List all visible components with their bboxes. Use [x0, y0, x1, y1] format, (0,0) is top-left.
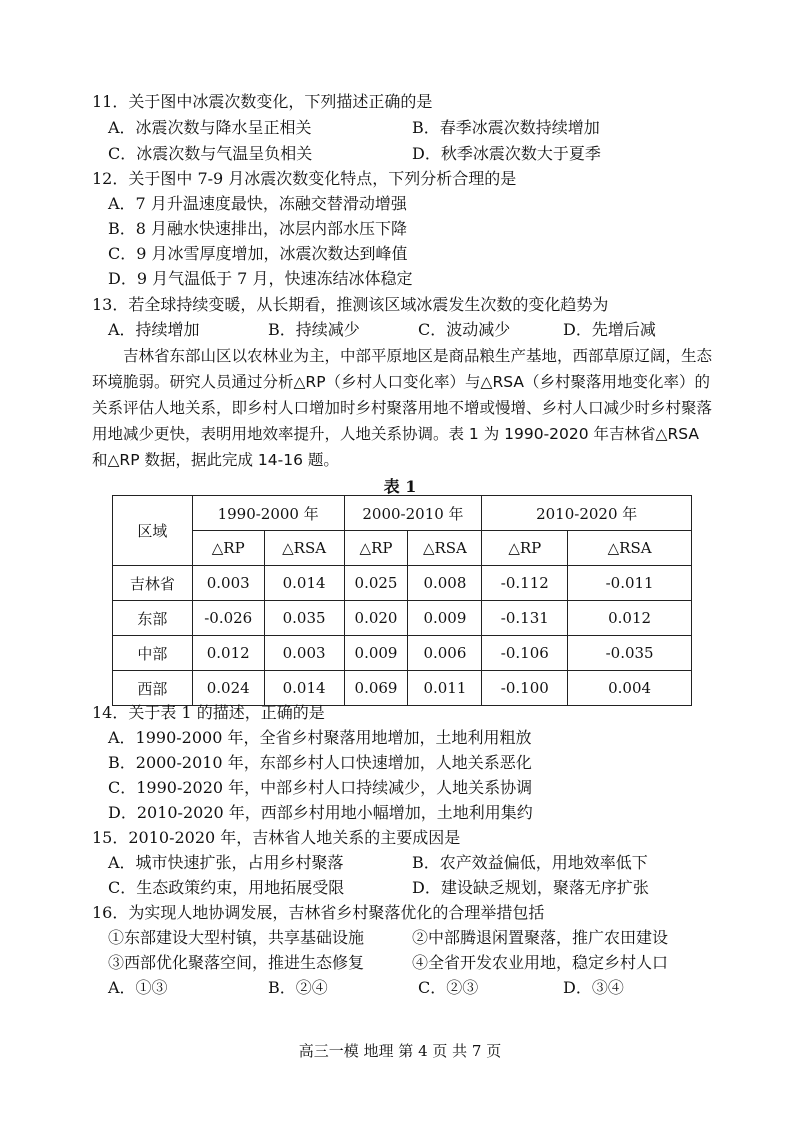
q11-option-b: B．春季冰震次数持续增加	[412, 118, 600, 137]
table-cell: 0.006	[408, 636, 482, 671]
q13-option-a: A．持续增加	[108, 320, 200, 339]
table-cell: 0.069	[344, 671, 408, 706]
q16-statement-1: ①东部建设大型村镇，共享基础设施	[108, 928, 365, 947]
region-header: 区域	[113, 496, 193, 566]
q13-stem: 13．若全球持续变暖，从长期看，推测该区域冰震发生次数的变化趋势为	[92, 295, 609, 314]
subheader-rsa: △RSA	[264, 531, 344, 566]
table-row	[113, 601, 692, 636]
table-row	[113, 636, 692, 671]
q14-option-b: B．2000-2010 年，东部乡村人口快速增加，人地关系恶化	[108, 753, 532, 772]
table-cell: 0.024	[192, 671, 264, 706]
q11-option-d: D．秋季冰震次数大于夏季	[412, 144, 601, 163]
period-header-3: 2010-2020 年	[482, 496, 692, 531]
row-region: 吉林省	[113, 566, 193, 601]
subheader-rsa: △RSA	[568, 531, 692, 566]
table-cell: 0.020	[344, 601, 408, 636]
subheader-rp: △RP	[482, 531, 568, 566]
q16-stem: 16．为实现人地协调发展，吉林省乡村聚落优化的合理举措包括	[92, 903, 545, 922]
table-cell: -0.011	[568, 566, 692, 601]
subheader-rsa: △RSA	[408, 531, 482, 566]
table-cell: -0.112	[482, 566, 568, 601]
q16-option-d: D．③④	[563, 978, 624, 997]
data-table	[112, 495, 692, 706]
table-cell: 0.003	[264, 636, 344, 671]
table-caption: 表 1	[383, 477, 417, 496]
row-region: 东部	[113, 601, 193, 636]
table-cell: 0.025	[344, 566, 408, 601]
q11-stem: 11．关于图中冰震次数变化，下列描述正确的是	[92, 92, 433, 111]
period-header-2: 2000-2010 年	[344, 496, 482, 531]
q15-option-c: C．生态政策约束，用地拓展受限	[108, 878, 345, 897]
table-cell: 0.004	[568, 671, 692, 706]
table-cell: 0.008	[408, 566, 482, 601]
q13-option-c: C．波动减少	[418, 320, 511, 339]
q12-option-d: D．9 月气温低于 7 月，快速冻结冰体稳定	[108, 269, 413, 288]
q14-option-c: C．1990-2020 年，中部乡村人口持续减少，人地关系协调	[108, 778, 533, 797]
table-cell: 0.011	[408, 671, 482, 706]
q13-option-d: D．先增后减	[563, 320, 656, 339]
q11-option-c: C．冰震次数与气温呈负相关	[108, 144, 313, 163]
q16-statement-3: ③西部优化聚落空间，推进生态修复	[108, 953, 365, 972]
table-header-row	[113, 496, 692, 531]
q13-option-b: B．持续减少	[268, 320, 360, 339]
passage-text: 吉林省东部山区以农林业为主，中部平原地区是商品粮生产基地，西部草原辽阔，生态环境脆弱。研究人员通过分析△RP（乡村人口变化率）与△RSA（乡村聚落用地变化率）的关系评估人地关系，即乡村人口增加时乡村聚落用地不增或慢增、乡村人口减少时乡村聚落用地减少更快，表明用地效率提升，人地关系协调。表 1 为 1990-2020 年吉林省△RSA 和△RP 数据，据此完成 14-16 题。	[92, 347, 713, 469]
table-cell: 0.012	[568, 601, 692, 636]
q15-stem: 15．2010-2020 年，吉林省人地关系的主要成因是	[92, 828, 461, 847]
q11-option-a: A．冰震次数与降水呈正相关	[108, 118, 312, 137]
q12-option-a: A．7 月升温速度最快，冻融交替滑动增强	[108, 194, 407, 213]
table-cell: 0.009	[408, 601, 482, 636]
q16-option-a: A．①③	[108, 978, 168, 997]
q15-option-d: D．建设缺乏规划，聚落无序扩张	[412, 878, 649, 897]
table-cell: 0.014	[264, 671, 344, 706]
page-footer: 高三一模 地理 第 4 页 共 7 页	[298, 1042, 502, 1060]
q12-stem: 12．关于图中 7-9 月冰震次数变化特点，下列分析合理的是	[92, 169, 517, 188]
q14-option-a: A．1990-2000 年，全省乡村聚落用地增加，土地利用粗放	[108, 728, 532, 747]
table-cell: 0.035	[264, 601, 344, 636]
subheader-rp: △RP	[344, 531, 408, 566]
table-row	[113, 671, 692, 706]
row-region: 中部	[113, 636, 193, 671]
table-row	[113, 566, 692, 601]
table-subheader-row	[113, 531, 692, 566]
table-cell: 0.009	[344, 636, 408, 671]
q14-stem: 14．关于表 1 的描述，正确的是	[92, 703, 325, 722]
q16-option-c: C．②③	[418, 978, 479, 997]
table-cell: -0.026	[192, 601, 264, 636]
q15-option-b: B．农产效益偏低，用地效率低下	[412, 853, 648, 872]
table-cell: 0.012	[192, 636, 264, 671]
table-cell: 0.003	[192, 566, 264, 601]
period-header-1: 1990-2000 年	[192, 496, 344, 531]
q16-option-b: B．②④	[268, 978, 328, 997]
table-cell: -0.106	[482, 636, 568, 671]
q12-option-b: B．8 月融水快速排出，冰层内部水压下降	[108, 219, 408, 238]
table-cell: -0.035	[568, 636, 692, 671]
q14-option-d: D．2010-2020 年，西部乡村用地小幅增加，土地利用集约	[108, 803, 533, 822]
row-region: 西部	[113, 671, 193, 706]
q16-statement-2: ②中部腾退闲置聚落，推广农田建设	[412, 928, 669, 947]
q12-option-c: C．9 月冰雪厚度增加，冰震次数达到峰值	[108, 244, 408, 263]
table-cell: -0.100	[482, 671, 568, 706]
q16-statement-4: ④全省开发农业用地，稳定乡村人口	[412, 953, 669, 972]
q15-option-a: A．城市快速扩张，占用乡村聚落	[108, 853, 344, 872]
table-cell: 0.014	[264, 566, 344, 601]
subheader-rp: △RP	[192, 531, 264, 566]
table-cell: -0.131	[482, 601, 568, 636]
